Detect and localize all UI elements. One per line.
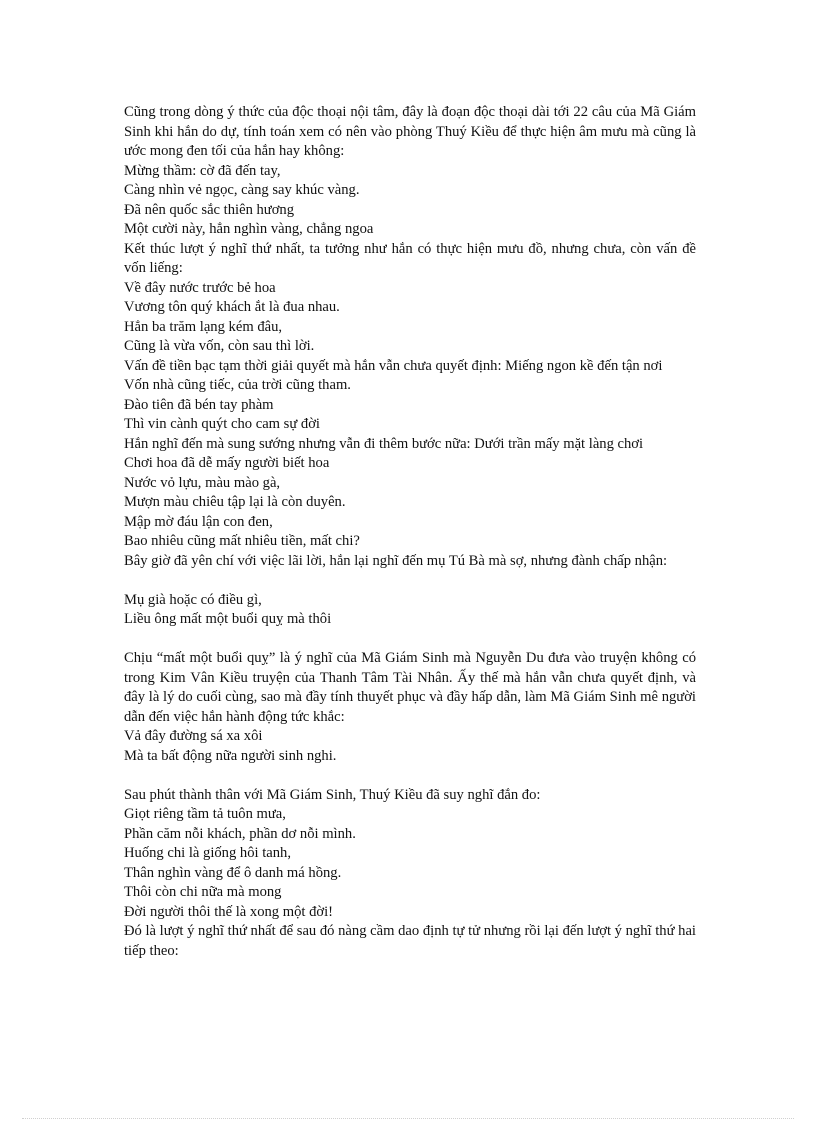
verse-line: Hắn nghĩ đến mà sung sướng nhưng vẫn đi thêm bước nữa: Dưới trần mấy mặt làng chơi: [124, 435, 644, 452]
verse-line: Càng nhìn vẻ ngọc, càng say khúc vàng.: [124, 182, 360, 198]
verse-line: Cũng là vừa vốn, còn sau thì lời.: [124, 338, 315, 354]
document-body: [124, 103, 696, 961]
verse-line: Mụ già hoặc có điều gì,: [124, 591, 262, 608]
paragraph-spacer: [124, 630, 696, 650]
verse-line: Vương tôn quý khách ắt là đua nhau.: [124, 299, 340, 315]
paragraph-spacer: [124, 571, 696, 591]
verse-line: Mượn màu chiêu tập lại là còn duyên.: [124, 494, 346, 510]
verse-line: Mà ta bất động nữa người sinh nghi.: [124, 747, 337, 764]
verse-line: Vả đây đường sá xa xôi: [124, 728, 263, 744]
verse-line: Mừng thầm: cờ đã đến tay,: [124, 162, 281, 179]
verse-line: Giọt riêng tầm tả tuôn mưa,: [124, 806, 286, 822]
verse-line: Vốn nhà cũng tiếc, của trời cũng tham.: [124, 377, 351, 393]
verse-line: Hẳn ba trăm lạng kém đâu,: [124, 318, 283, 335]
paragraph-intro-thuy-kieu: Sau phút thành thân với Mã Giám Sinh, Thuý Kiều đã suy nghĩ đắn đo:: [124, 786, 541, 803]
paragraph-spacer: [124, 766, 696, 786]
verse-line: Thôi còn chi nữa mà mong: [124, 884, 282, 900]
verse-line: Phần căm nỗi khách, phần dơ nỗi mình.: [124, 825, 356, 842]
paragraph-commentary: Chịu “mất một buổi quỵ” là ý nghĩ của Mã Giám Sinh mà Nguyễn Du đưa vào truyện không có trong Kim Vân Kiều truyện của Thanh Tâm Tài Nhân. Ấy thế mà hắn vẫn chưa quyết định, và đây là lý do cuối cùng, sao mà đầy tính thuyết phục và đầy hấp dẫn, làm Mã Giám Sinh mê người dẫn đến việc hắn hành động tức khắc:: [124, 650, 696, 725]
verse-line: Về đây nước trước bẻ hoa: [124, 279, 276, 296]
verse-line: Chơi hoa đã dễ mấy người biết hoa: [124, 455, 330, 471]
verse-line: Một cười này, hẳn nghìn vàng, chẳng ngoa: [124, 221, 374, 237]
paragraph-commentary: Kết thúc lượt ý nghĩ thứ nhất, ta tưởng như hắn có thực hiện mưu đồ, nhưng chưa, còn vấn đề vốn liếng:: [124, 240, 696, 276]
paragraph-commentary: Bây giờ đã yên chí với việc lãi lời, hắn lại nghĩ đến mụ Tú Bà mà sợ, nhưng đành chấp nhận:: [124, 552, 668, 569]
page-bottom-divider: [22, 1118, 794, 1119]
verse-line: Thì vin cành quýt cho cam sự đời: [124, 416, 320, 432]
verse-line: Bao nhiêu cũng mất nhiêu tiền, mất chi?: [124, 533, 360, 549]
verse-line: Mập mờ đáu lận con đen,: [124, 513, 273, 530]
verse-line: Đời người thôi thế là xong một đời!: [124, 903, 334, 920]
verse-line: Huống chi là giống hôi tanh,: [124, 845, 291, 861]
paragraph-intro-ma-giam-sinh: Cũng trong dòng ý thức của độc thoại nội tâm, đây là đoạn độc thoại dài tới 22 câu của Mã Giám Sinh khi hắn do dự, tính toán xem có nên vào phòng Thuý Kiều để thực hiện âm mưu mà cũng là ước mong đen tối của hắn hay không:: [124, 104, 696, 159]
verse-line: Thân nghìn vàng để ô danh má hồng.: [124, 864, 342, 881]
verse-line: Đã nên quốc sắc thiên hương: [124, 201, 295, 218]
verse-line: Đào tiên đã bén tay phàm: [124, 396, 274, 413]
paragraph-commentary: Vấn đề tiền bạc tạm thời giải quyết mà hắn vẫn chưa quyết định: Miếng ngon kề đến tận nơi: [124, 357, 663, 374]
paragraph-commentary: Đó là lượt ý nghĩ thứ nhất để sau đó nàng cầm dao định tự tử nhưng rồi lại đến lượt ý nghĩ thứ hai tiếp theo:: [124, 923, 696, 959]
verse-line: Nước vỏ lựu, màu mào gà,: [124, 474, 281, 491]
verse-line: Liều ông mất một buổi quỵ mà thôi: [124, 611, 332, 627]
